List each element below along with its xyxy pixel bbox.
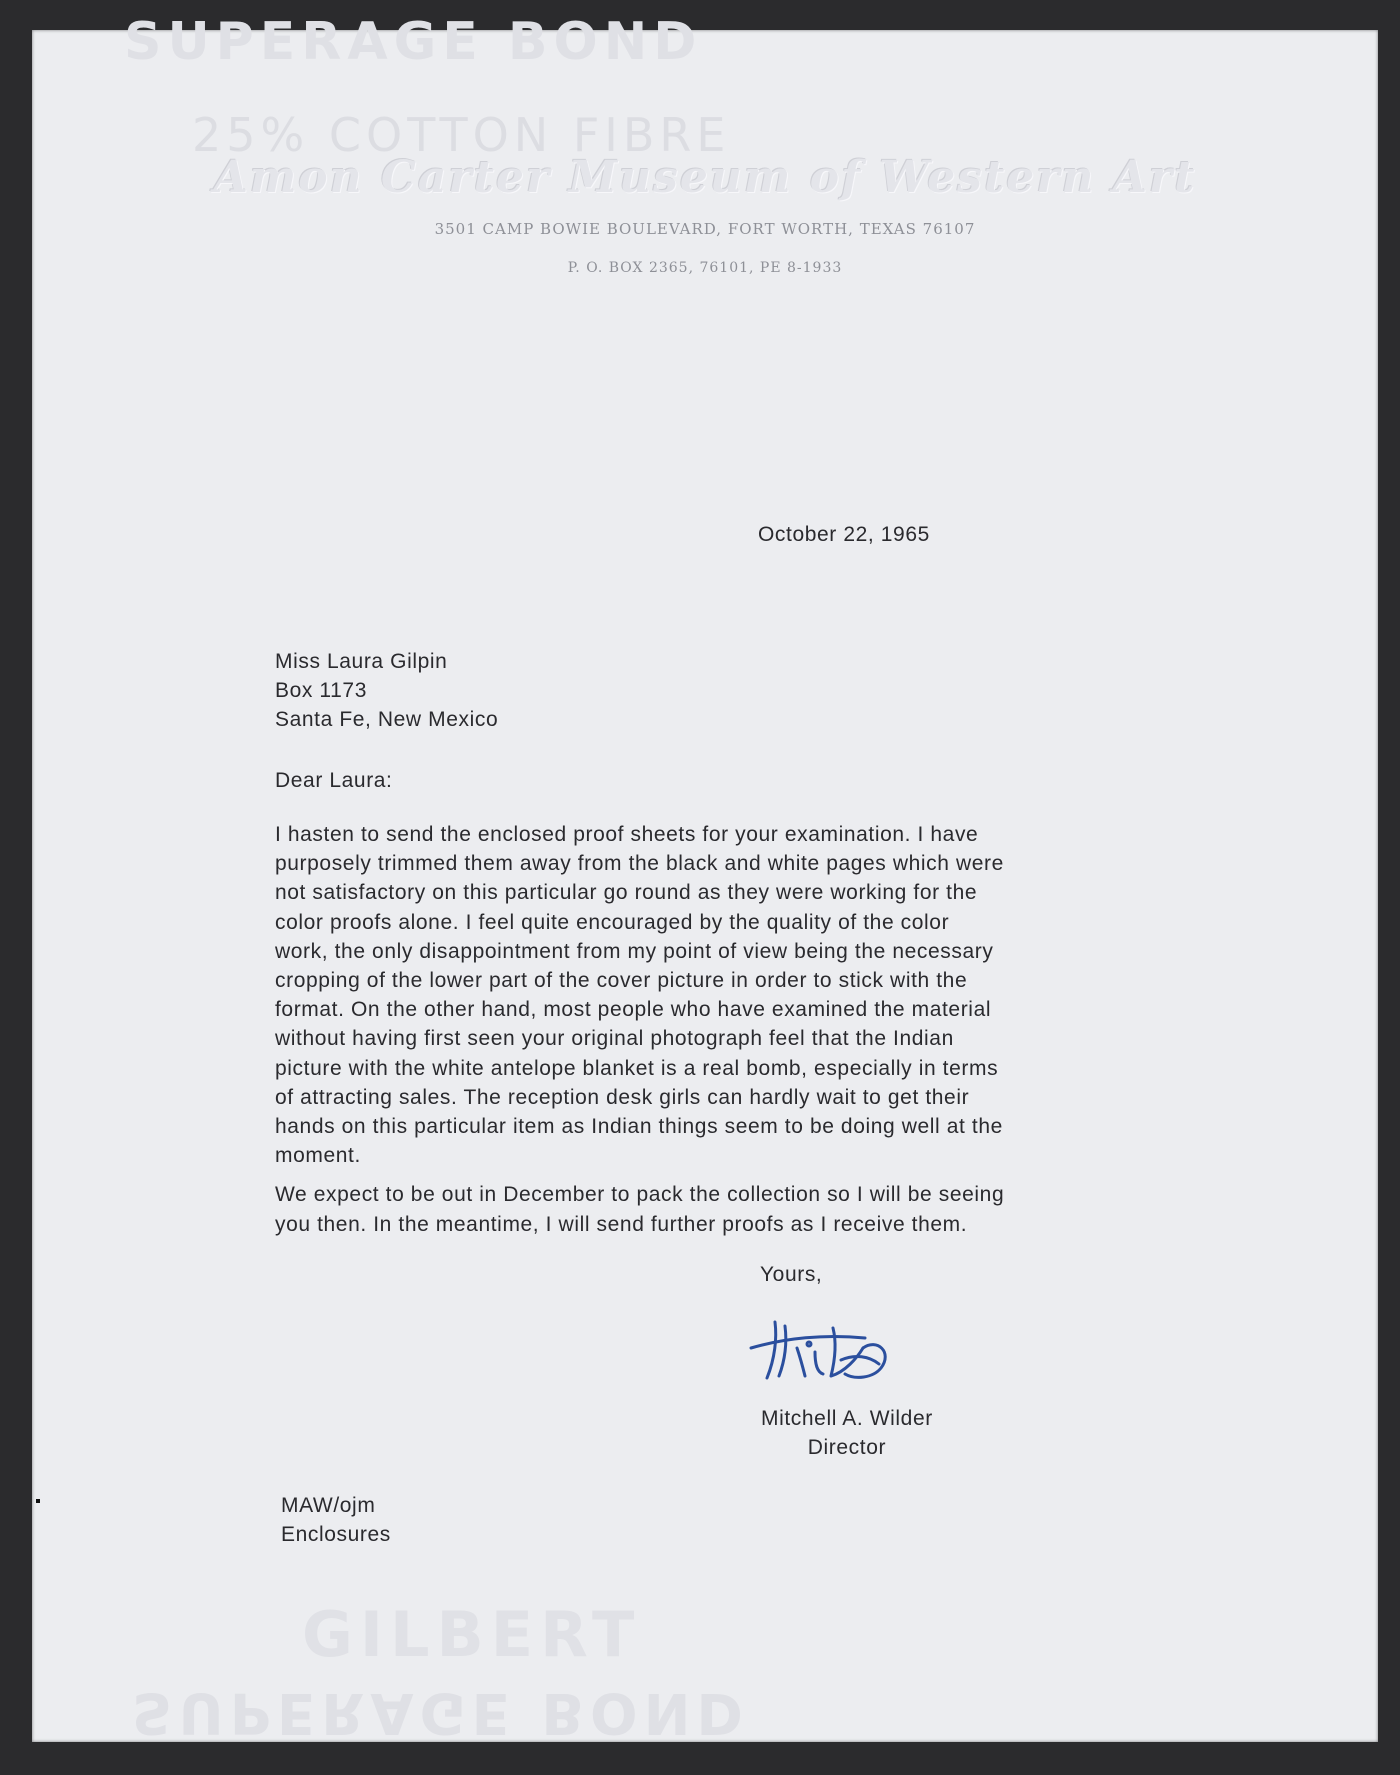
- letterhead-address: 3501 CAMP BOWIE BOULEVARD, FORT WORTH, TEXAS 76107: [434, 220, 976, 238]
- signer-name: Mitchell A. Wilder: [761, 1407, 933, 1430]
- handwritten-signature: [745, 1308, 905, 1398]
- signature-block: [761, 1404, 933, 1462]
- paragraph-1-line: cropping of the lower part of the cover picture in order to stick with the: [275, 969, 968, 993]
- salutation: Dear Laura:: [275, 769, 393, 792]
- paragraph-1-line: color proofs alone. I feel quite encouraged by the quality of the color: [275, 910, 950, 934]
- watermark-gilbert: GILBERT: [302, 1598, 642, 1671]
- paragraph-1: [275, 820, 1155, 1170]
- letterhead-po-box: P. O. BOX 2365, 76101, PE 8-1933: [567, 260, 843, 276]
- closing: Yours,: [760, 1263, 823, 1286]
- paragraph-1-line: without having first seen your original photograph feel that the Indian: [275, 1027, 954, 1051]
- paragraph-1-line: hands on this particular item as Indian things seem to be doing well at the: [275, 1115, 1003, 1139]
- signer-title: Director: [807, 1436, 887, 1459]
- recipient-name: Miss Laura Gilpin: [275, 650, 448, 673]
- recipient-box: Box 1173: [275, 679, 367, 702]
- paragraph-1-line: purposely trimmed them away from the black and white pages which were: [275, 852, 1004, 876]
- paragraph-1-line: work, the only disappointment from my point of view being the necessary: [275, 939, 994, 963]
- paragraph-1-line: picture with the white antelope blanket is a real bomb, especially in terms: [275, 1056, 999, 1080]
- reference-initials: MAW/ojm: [281, 1494, 376, 1517]
- watermark-bottom: SUPERAGE BOND: [132, 1680, 749, 1745]
- reference-block: [281, 1491, 391, 1549]
- paragraph-2: [275, 1180, 1155, 1239]
- paragraph-2-line: We expect to be out in December to pack the collection so I will be seeing: [275, 1183, 1005, 1206]
- paragraph-1-line: I hasten to send the enclosed proof sheets for your examination. I have: [275, 823, 979, 846]
- paragraph-1-line: format. On the other hand, most people who have examined the material: [275, 998, 992, 1022]
- margin-mark: [36, 1499, 40, 1503]
- watermark-cotton: 25% COTTON FIBRE: [192, 108, 731, 162]
- letter-date: October 22, 1965: [758, 523, 930, 546]
- paragraph-1-line: moment.: [275, 1144, 361, 1168]
- enclosures-note: Enclosures: [281, 1523, 391, 1546]
- recipient-city: Santa Fe, New Mexico: [275, 708, 499, 731]
- paragraph-1-line: not satisfactory on this particular go round as they were working for the: [275, 881, 978, 905]
- paragraph-1-line: of attracting sales. The reception desk girls can hardly wait to get their: [275, 1085, 970, 1109]
- recipient-block: [275, 647, 498, 734]
- watermark-top: SUPERAGE BOND: [124, 12, 703, 72]
- paragraph-2-line: you then. In the meantime, I will send further proofs as I receive them.: [275, 1212, 968, 1236]
- letterhead-name: Amon Carter Museum of Western Art: [213, 152, 1197, 203]
